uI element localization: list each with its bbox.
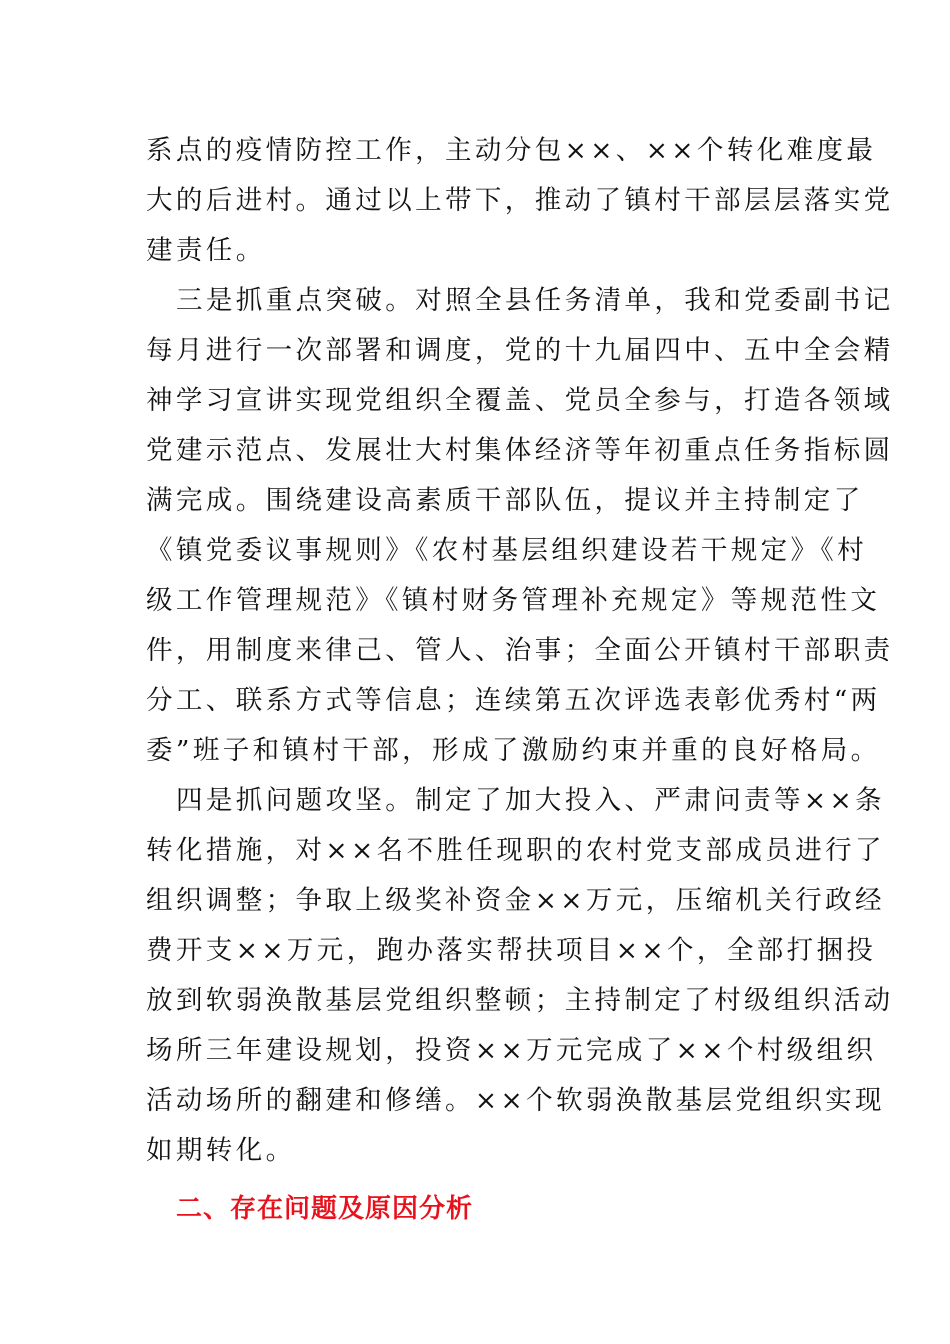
text-line: 满完成。围绕建设高素质干部队伍，提议并主持制定了	[146, 485, 864, 516]
text-line: 组织调整；争取上级奖补资金××万元，压缩机关行政经	[146, 885, 885, 916]
text-line: 费开支××万元，跑办落实帮扶项目××个，全部打捆投	[146, 935, 877, 966]
text-line: 三是抓重点突破。对照全县任务清单，我和党委副书记	[176, 285, 894, 316]
document-body	[146, 126, 894, 1234]
text-line: 如期转化。	[146, 1135, 296, 1166]
text-line: 活动场所的翻建和修缮。××个软弱涣散基层党组织实现	[146, 1085, 885, 1116]
text-line: 委”班子和镇村干部，形成了激励约束并重的良好格局。	[146, 735, 881, 766]
text-line: 党建示范点、发展壮大村集体经济等年初重点任务指标圆	[146, 435, 894, 466]
text-line: 大的后进村。通过以上带下，推动了镇村干部层层落实党	[146, 185, 894, 216]
paragraph	[146, 276, 894, 776]
section-heading: 二、存在问题及原因分析	[176, 1194, 474, 1224]
text-line: 建责任。	[146, 235, 266, 266]
text-line: 件，用制度来律己、管人、治事；全面公开镇村干部职责	[146, 635, 894, 666]
text-line: 神学习宣讲实现党组织全覆盖、党员全参与，打造各领域	[146, 385, 894, 416]
paragraph	[146, 776, 894, 1176]
text-line: 放到软弱涣散基层党组织整顿；主持制定了村级组织活动	[146, 985, 894, 1016]
text-line: 场所三年建设规划，投资××万元完成了××个村级组织	[146, 1035, 877, 1066]
text-line: 分工、联系方式等信息；连续第五次评选表彰优秀村“两	[146, 685, 881, 716]
text-line: 转化措施，对××名不胜任现职的农村党支部成员进行了	[146, 835, 885, 866]
paragraph	[146, 126, 894, 276]
text-line: 系点的疫情防控工作，主动分包××、××个转化难度最	[146, 135, 877, 166]
text-line: 四是抓问题攻坚。制定了加大投入、严肃问责等××条	[176, 785, 886, 816]
text-line: 《镇党委议事规则》《农村基层组织建设若干规定》《村	[146, 535, 867, 566]
text-line: 级工作管理规范》《镇村财务管理补充规定》等规范性文	[146, 585, 881, 616]
text-line: 每月进行一次部署和调度，党的十九届四中、五中全会精	[146, 335, 894, 366]
